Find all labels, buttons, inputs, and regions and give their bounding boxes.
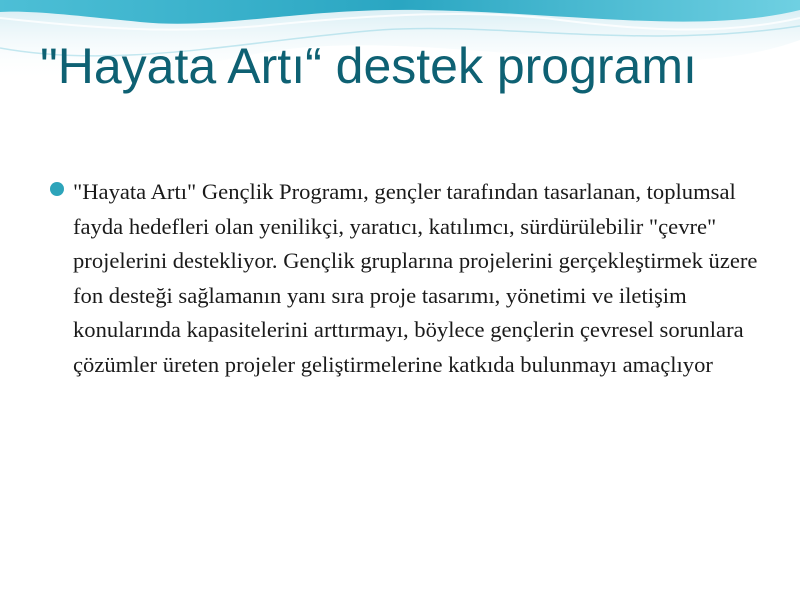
bullet-dot-icon	[50, 182, 64, 196]
slide-body	[50, 175, 765, 383]
slide-title: "Hayata Artı“ destek programı	[40, 38, 697, 94]
bullet-text: "Hayata Artı" Gençlik Programı, gençler tarafından tasarlanan, toplumsal fayda hedefleri olan yenilikçi, yaratıcı, katılımcı, sürdürülebilir "çevre" projelerini destekliyor. Gençlik gruplarına projelerini gerçekleştirmek üzere fon desteği sağlamanın yanı sıra proje tasarımı, yönetimi ve iletişim konularında kapasitelerini arttırmayı, böylece gençlerin çevresel sorunlara çözümler üreten projeler geliştirmelerine katkıda bulunmayı amaçlıyor	[73, 179, 758, 377]
bullet-item	[50, 175, 765, 383]
